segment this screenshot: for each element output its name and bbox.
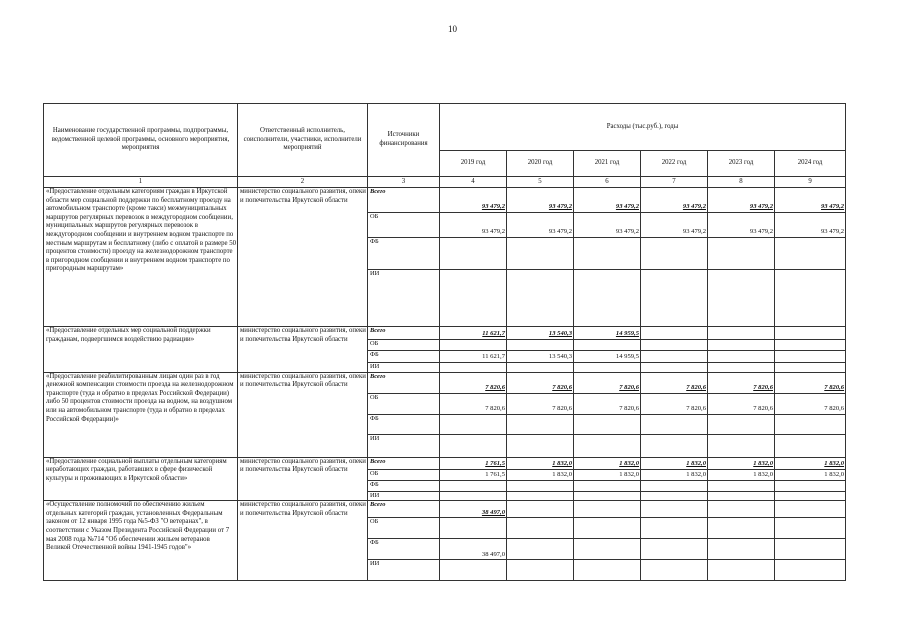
amount-cell <box>708 518 775 539</box>
funding-source-ob: ОБ <box>368 518 440 539</box>
funding-source-ii: ИИ <box>368 270 440 327</box>
column-index: 9 <box>775 177 846 188</box>
amount-cell <box>641 491 708 501</box>
funding-source-fb: ФБ <box>368 414 440 434</box>
amount-cell: 7 820,6 <box>507 372 574 393</box>
col-sources-header: Источники финансирования <box>368 104 440 177</box>
year-header: 2020 год <box>507 151 574 177</box>
amount-cell: 1 832,0 <box>775 469 846 480</box>
amount-cell <box>440 414 507 434</box>
amount-cell <box>574 363 641 373</box>
page-number: 10 <box>448 24 457 34</box>
amount-cell <box>440 480 507 491</box>
amount-cell: 93 479,2 <box>574 188 641 213</box>
funding-source-fb: ФБ <box>368 351 440 363</box>
amount-cell <box>641 327 708 340</box>
amount-cell <box>641 560 708 581</box>
amount-cell: 1 832,0 <box>574 469 641 480</box>
amount-cell <box>574 434 641 457</box>
amount-cell: 93 479,2 <box>641 213 708 238</box>
amount-cell <box>775 270 846 327</box>
amount-cell: 1 832,0 <box>641 457 708 469</box>
amount-cell <box>641 363 708 373</box>
amount-cell <box>641 480 708 491</box>
amount-cell <box>708 238 775 270</box>
amount-cell <box>507 518 574 539</box>
funding-source-ob: ОБ <box>368 340 440 351</box>
amount-cell: 7 820,6 <box>641 393 708 414</box>
amount-cell: 93 479,2 <box>708 213 775 238</box>
year-header: 2019 год <box>440 151 507 177</box>
amount-cell <box>775 414 846 434</box>
amount-cell <box>708 327 775 340</box>
amount-cell <box>708 480 775 491</box>
amount-cell: 13 540,3 <box>507 327 574 340</box>
amount-cell: 1 832,0 <box>507 469 574 480</box>
amount-cell <box>641 518 708 539</box>
amount-cell <box>574 560 641 581</box>
amount-cell <box>641 238 708 270</box>
amount-cell: 93 479,2 <box>641 188 708 213</box>
year-header: 2023 год <box>708 151 775 177</box>
funding-source-ii: ИИ <box>368 434 440 457</box>
funding-source-ob: ОБ <box>368 213 440 238</box>
amount-cell <box>708 539 775 560</box>
amount-cell: 1 761,5 <box>440 457 507 469</box>
amount-cell <box>708 501 775 518</box>
amount-cell: 93 479,2 <box>440 188 507 213</box>
amount-cell <box>708 270 775 327</box>
year-header: 2024 год <box>775 151 846 177</box>
amount-cell <box>775 238 846 270</box>
column-index: 1 <box>44 177 238 188</box>
column-index: 8 <box>708 177 775 188</box>
funding-source-ii: ИИ <box>368 491 440 501</box>
amount-cell: 7 820,6 <box>641 372 708 393</box>
funding-source-total: Всего <box>368 188 440 213</box>
amount-cell: 93 479,2 <box>574 213 641 238</box>
activity-executor: министерство социального развития, опеки и попечительства Иркутской области <box>238 457 368 501</box>
amount-cell <box>775 539 846 560</box>
amount-cell: 13 540,3 <box>507 351 574 363</box>
year-header: 2022 год <box>641 151 708 177</box>
amount-cell <box>775 434 846 457</box>
funding-source-total: Всего <box>368 457 440 469</box>
amount-cell <box>708 340 775 351</box>
funding-source-ii: ИИ <box>368 560 440 581</box>
year-header: 2021 год <box>574 151 641 177</box>
amount-cell <box>641 340 708 351</box>
amount-cell <box>574 501 641 518</box>
funding-source-total: Всего <box>368 327 440 340</box>
amount-cell <box>641 501 708 518</box>
amount-cell: 93 479,2 <box>708 188 775 213</box>
amount-cell <box>507 363 574 373</box>
amount-cell <box>574 270 641 327</box>
table-row <box>44 188 846 213</box>
amount-cell <box>708 434 775 457</box>
col-name-header: Наименование государственной программы, подпрограммы, ведомственной целевой программы, основного мероприятия, мероприятия <box>44 104 238 177</box>
amount-cell <box>440 491 507 501</box>
activity-name: «Предоставление отдельным категориям граждан в Иркутской области мер социальной поддержки по бесплатному проезду на автомобильном транспорте (кроме такси) межмуниципальных маршрутов регулярных перевозок в междугородном сообщении, муниципальных маршрутов регулярных перевозок в междугородном сообщении и внутреннем водном транспорте по местным маршрутам и бесплатному (либо с оплатой в размере 50 процентов стоимости) проезду на железнодорожном транспорте в пригородном сообщении и внутреннем водном транспорте по пригородным маршрутам» <box>44 188 238 327</box>
amount-cell <box>574 518 641 539</box>
activity-executor: министерство социального развития, опеки и попечительства Иркутской области <box>238 327 368 373</box>
amount-cell: 7 820,6 <box>708 372 775 393</box>
funding-source-fb: ФБ <box>368 238 440 270</box>
amount-cell: 7 820,6 <box>440 393 507 414</box>
amount-cell: 11 621,7 <box>440 351 507 363</box>
amount-cell <box>708 560 775 581</box>
amount-cell: 38 497,0 <box>440 539 507 560</box>
funding-source-total: Всего <box>368 501 440 518</box>
amount-cell: 1 832,0 <box>507 457 574 469</box>
amount-cell: 1 761,5 <box>440 469 507 480</box>
amount-cell: 93 479,2 <box>507 213 574 238</box>
column-index: 4 <box>440 177 507 188</box>
amount-cell <box>507 434 574 457</box>
amount-cell <box>507 560 574 581</box>
amount-cell <box>775 363 846 373</box>
amount-cell: 7 820,6 <box>507 393 574 414</box>
amount-cell <box>775 327 846 340</box>
amount-cell <box>574 539 641 560</box>
amount-cell <box>507 238 574 270</box>
amount-cell: 1 832,0 <box>574 457 641 469</box>
amount-cell: 7 820,6 <box>574 372 641 393</box>
amount-cell <box>574 238 641 270</box>
amount-cell: 7 820,6 <box>708 393 775 414</box>
amount-cell: 93 479,2 <box>440 213 507 238</box>
amount-cell <box>507 340 574 351</box>
amount-cell <box>574 340 641 351</box>
table-row <box>44 372 846 393</box>
table-row <box>44 501 846 518</box>
amount-cell <box>440 238 507 270</box>
amount-cell: 93 479,2 <box>775 188 846 213</box>
activity-executor: министерство социального развития, опеки и попечительства Иркутской области <box>238 372 368 457</box>
amount-cell: 1 832,0 <box>708 469 775 480</box>
amount-cell: 1 832,0 <box>641 469 708 480</box>
amount-cell <box>708 414 775 434</box>
col-executor-header: Ответственный исполнитель, соисполнители, участники, исполнители мероприятий <box>238 104 368 177</box>
amount-cell: 7 820,6 <box>440 372 507 393</box>
amount-cell: 7 820,6 <box>775 393 846 414</box>
amount-cell <box>775 491 846 501</box>
amount-cell: 1 832,0 <box>775 457 846 469</box>
amount-cell <box>440 518 507 539</box>
amount-cell <box>775 480 846 491</box>
amount-cell <box>641 539 708 560</box>
amount-cell <box>440 340 507 351</box>
activity-executor: министерство социального развития, опеки и попечительства Иркутской области <box>238 188 368 327</box>
activity-executor: министерство социального развития, опеки и попечительства Иркутской области <box>238 501 368 581</box>
expenses-table <box>43 103 846 581</box>
amount-cell <box>507 414 574 434</box>
amount-cell <box>641 351 708 363</box>
amount-cell <box>641 270 708 327</box>
amount-cell <box>708 491 775 501</box>
activity-name: «Предоставление реабилитированным лицам один раз в год денежной компенсации стоимости проезда на железнодорожном транспорте (туда и обратно в пределах Российской Федерации) либо 50 процентов стоимости проезда на водном, на воздушном или на автомобильном транспорте (туда и обратно в пределах Российской Федерации)» <box>44 372 238 457</box>
amount-cell: 7 820,6 <box>574 393 641 414</box>
amount-cell <box>641 434 708 457</box>
amount-cell: 38 497,0 <box>440 501 507 518</box>
amount-cell <box>708 363 775 373</box>
amount-cell: 14 959,5 <box>574 351 641 363</box>
table-row <box>44 457 846 469</box>
amount-cell <box>507 270 574 327</box>
amount-cell: 14 959,5 <box>574 327 641 340</box>
activity-name: «Предоставление отдельных мер социальной поддержки гражданам, подвергшимся воздействию радиации» <box>44 327 238 373</box>
amount-cell: 7 820,6 <box>775 372 846 393</box>
col-expenses-header: Расходы (тыс.руб.), годы <box>440 104 846 151</box>
amount-cell <box>775 560 846 581</box>
amount-cell <box>507 480 574 491</box>
funding-source-fb: ФБ <box>368 480 440 491</box>
activity-name: «Предоставление социальной выплаты отдельным категориям неработающих граждан, работавших в сфере физической культуры и проживающих в Иркутской области» <box>44 457 238 501</box>
funding-source-ii: ИИ <box>368 363 440 373</box>
funding-source-ob: ОБ <box>368 393 440 414</box>
funding-source-ob: ОБ <box>368 469 440 480</box>
amount-cell <box>574 480 641 491</box>
amount-cell <box>775 340 846 351</box>
column-index: 2 <box>238 177 368 188</box>
column-index: 6 <box>574 177 641 188</box>
amount-cell <box>440 434 507 457</box>
activity-name: «Осуществление полномочий по обеспечению жильем отдельных категорий граждан, установленных Федеральным законом от 12 января 1995 года №5-ФЗ "О ветеранах", в соответствии с Указом Президента Российской Федерации от 7 мая 2008 года №714 "Об обеспечении жильем ветеранов Великой Отечественной войны 1941-1945 годов"» <box>44 501 238 581</box>
amount-cell <box>641 414 708 434</box>
amount-cell: 11 621,7 <box>440 327 507 340</box>
column-index-row <box>44 177 846 188</box>
amount-cell <box>775 518 846 539</box>
amount-cell <box>507 501 574 518</box>
funding-source-total: Всего <box>368 372 440 393</box>
amount-cell <box>775 501 846 518</box>
amount-cell <box>440 363 507 373</box>
amount-cell <box>507 491 574 501</box>
amount-cell <box>440 270 507 327</box>
amount-cell <box>708 351 775 363</box>
amount-cell: 1 832,0 <box>708 457 775 469</box>
amount-cell: 93 479,2 <box>775 213 846 238</box>
amount-cell <box>775 351 846 363</box>
amount-cell <box>440 560 507 581</box>
table-row <box>44 327 846 340</box>
column-index: 5 <box>507 177 574 188</box>
amount-cell: 93 479,2 <box>507 188 574 213</box>
amount-cell <box>574 414 641 434</box>
amount-cell <box>574 491 641 501</box>
column-index: 3 <box>368 177 440 188</box>
amount-cell <box>507 539 574 560</box>
column-index: 7 <box>641 177 708 188</box>
funding-source-fb: ФБ <box>368 539 440 560</box>
